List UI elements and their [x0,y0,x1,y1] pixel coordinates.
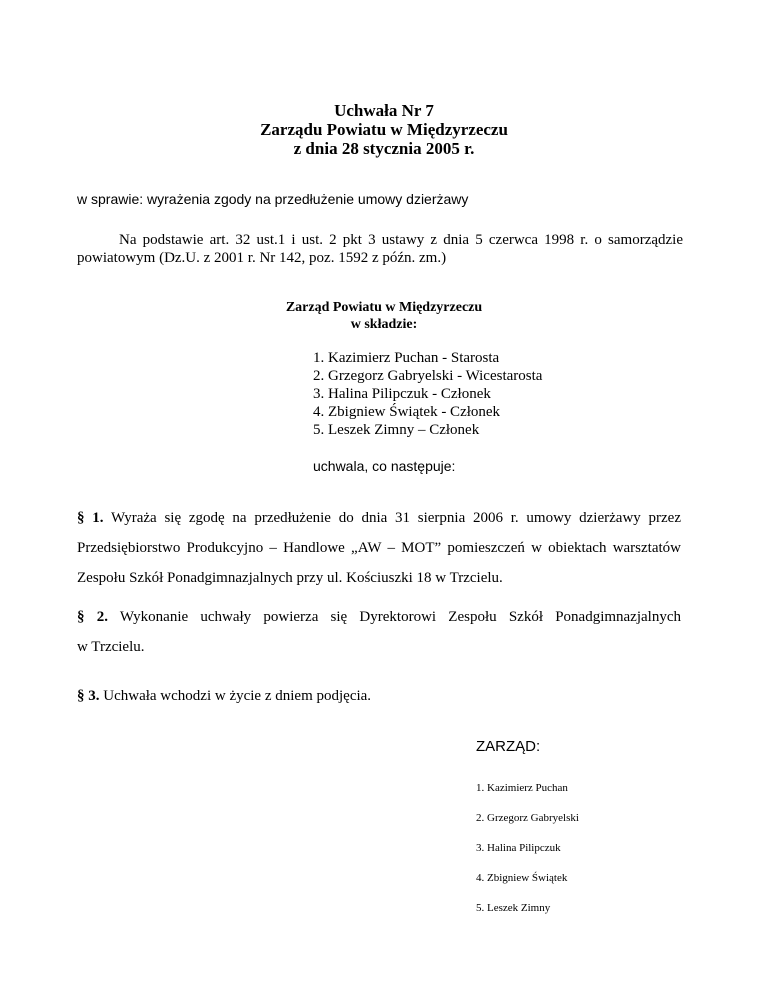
board-composition-label: w składzie: [350,317,418,332]
board-heading: Zarząd Powiatu w Międzyrzeczu [285,300,483,315]
legal-basis [77,231,683,267]
paragraph-3 [77,681,681,711]
board-member: 3. Halina Pilipczuk - Członek [313,386,491,402]
board-member: 1. Kazimierz Puchan - Starosta [313,350,500,366]
signer: 1. Kazimierz Puchan [476,782,568,794]
signer: 2. Grzegorz Gabryelski [476,812,579,824]
legal-basis-line: Na podstawie art. 32 ust.1 i ust. 2 pkt 3 ustawy z dnia 5 czerwca 1998 r. o samorządzie [119,232,683,248]
paragraph-line: Przedsiębiorstwo Produkcyjno – Handlowe „AW – MOT” pomieszczeń w obiektach warsztatów [77,540,681,556]
board-members-list [313,349,542,439]
paragraph-line: w Trzcielu. [77,639,145,655]
board-member: 4. Zbigniew Świątek - Członek [313,404,501,420]
resolution-number: Uchwała Nr 7 [334,101,434,120]
signer: 4. Zbigniew Świątek [476,872,568,884]
paragraph-line: Zespołu Szkół Ponadgimnazjalnych przy ul. Kościuszki 18 w Trzcielu. [77,570,503,586]
signature-heading: ZARZĄD: [476,738,541,755]
paragraph-line: § 3. Uchwała wchodzi w życie z dniem podjęcia. [77,688,372,704]
board-member: 5. Leszek Zimny – Członek [313,422,480,438]
signers-list [476,773,579,923]
signer: 5. Leszek Zimny [476,902,551,914]
paragraph-mark: § 2. [77,609,108,625]
paragraph-1 [77,503,681,593]
paragraph-line: § 1. Wyraża się zgodę na przedłużenie do dnia 31 sierpnia 2006 r. umowy dzierżawy przez [77,510,681,526]
resolves-clause: uchwala, co następuje: [313,458,456,474]
paragraph-mark: § 1. [77,510,104,526]
subject-line: w sprawie: wyrażenia zgody na przedłużenie umowy dzierżawy [77,191,469,207]
signer: 3. Halina Pilipczuk [476,842,561,854]
paragraph-line: § 2. Wykonanie uchwały powierza się Dyrektorowi Zespołu Szkół Ponadgimnazjalnych [77,609,681,625]
board-member: 2. Grzegorz Gabryelski - Wicestarosta [313,368,543,384]
issuing-body: Zarządu Powiatu w Międzyrzeczu [260,120,508,139]
paragraph-mark: § 3. [77,688,100,704]
resolution-date: z dnia 28 stycznia 2005 r. [293,139,475,158]
paragraph-2 [77,602,681,662]
legal-basis-line: powiatowym (Dz.U. z 2001 r. Nr 142, poz. 1592 z późn. zm.) [77,250,447,266]
